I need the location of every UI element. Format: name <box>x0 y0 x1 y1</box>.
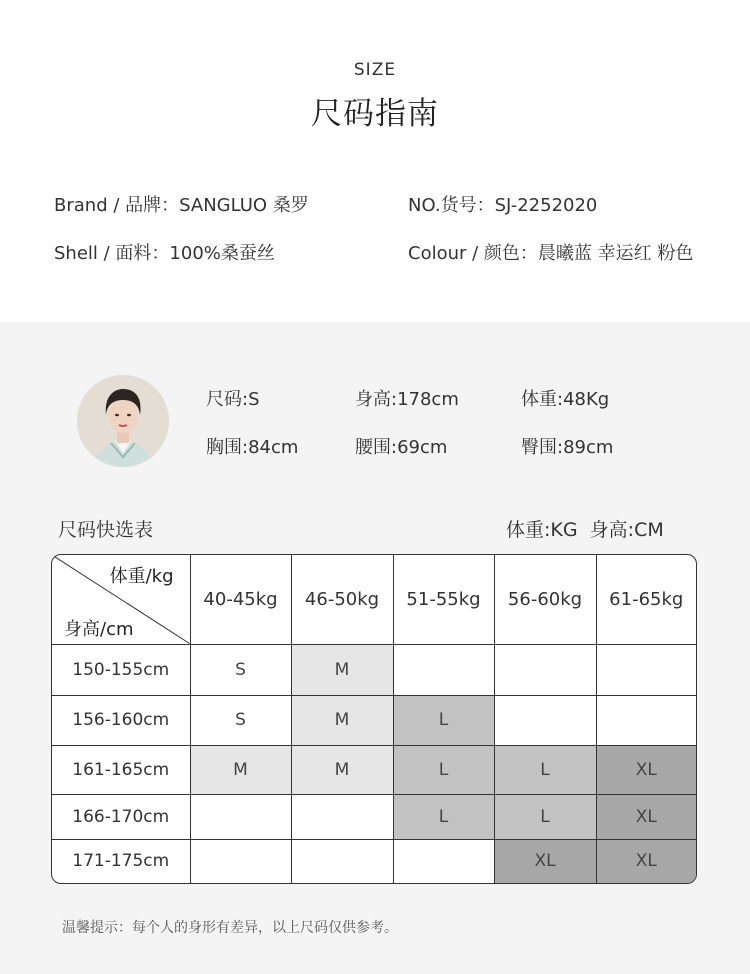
size-cell <box>494 695 596 745</box>
size-cell: L <box>393 794 494 839</box>
size-cell: L <box>393 745 494 794</box>
size-cell: XL <box>494 839 596 883</box>
model-size: 尺码:S <box>206 389 260 410</box>
brand-value: SANGLUO 桑罗 <box>179 195 309 216</box>
height-cell: 150-155cm <box>52 644 190 695</box>
shell-label: Shell / 面料： <box>54 243 170 264</box>
colour-value: 晨曦蓝 幸运红 粉色 <box>537 243 694 264</box>
item-number-label: NO.货号： <box>408 195 495 216</box>
model-waist: 腰围:69cm <box>355 437 448 458</box>
size-cell: XL <box>596 839 696 883</box>
height-cell: 166-170cm <box>52 794 190 839</box>
quick-chart-units: 体重:KG 身高:CM <box>506 519 664 541</box>
table-row <box>52 745 696 794</box>
header-section <box>0 0 750 322</box>
table-row <box>52 794 696 839</box>
size-cell: S <box>190 695 291 745</box>
table-corner-cell <box>52 555 190 644</box>
size-tip: 温馨提示：每个人的身形有差异，以上尺码仅供参考。 <box>62 920 398 936</box>
size-cell: S <box>190 644 291 695</box>
size-cell: M <box>291 644 393 695</box>
height-cell: 161-165cm <box>52 745 190 794</box>
size-title-en: SIZE <box>353 60 397 80</box>
brand-info <box>54 191 309 217</box>
size-cell: L <box>393 695 494 745</box>
size-cell <box>291 794 393 839</box>
size-cell <box>494 644 596 695</box>
size-cell <box>393 839 494 883</box>
item-number-value: SJ-2252020 <box>494 195 598 216</box>
size-cell <box>291 839 393 883</box>
model-weight: 体重:48Kg <box>521 389 610 410</box>
shell-info <box>54 239 275 265</box>
table-row <box>52 695 696 745</box>
weight-header: 40-45kg <box>190 555 291 644</box>
table-row <box>52 644 696 695</box>
size-table <box>51 554 697 884</box>
size-cell: XL <box>596 745 696 794</box>
model-bust: 胸围:84cm <box>206 437 299 458</box>
size-cell: L <box>494 794 596 839</box>
size-title-cn: 尺码指南 <box>311 96 439 132</box>
weight-header: 61-65kg <box>596 555 696 644</box>
weight-header: 56-60kg <box>494 555 596 644</box>
size-cell: XL <box>596 794 696 839</box>
height-cell: 171-175cm <box>52 839 190 883</box>
size-cell <box>190 839 291 883</box>
size-cell: L <box>494 745 596 794</box>
table-header-row <box>52 555 696 644</box>
weight-header: 51-55kg <box>393 555 494 644</box>
model-portrait-icon <box>77 375 169 467</box>
table-row <box>52 839 696 883</box>
corner-height-label: 身高/cm <box>64 618 134 640</box>
size-cell <box>596 695 696 745</box>
corner-weight-label: 体重/kg <box>109 566 174 587</box>
model-hip: 臀围:89cm <box>521 437 614 458</box>
item-number-info <box>408 191 597 217</box>
height-cell: 156-160cm <box>52 695 190 745</box>
model-height: 身高:178cm <box>355 389 459 410</box>
model-avatar <box>77 375 169 467</box>
quick-chart-title: 尺码快选表 <box>58 519 154 541</box>
brand-label: Brand / 品牌： <box>54 195 180 216</box>
size-cell <box>596 644 696 695</box>
weight-header: 46-50kg <box>291 555 393 644</box>
colour-info <box>408 239 693 265</box>
size-cell <box>190 794 291 839</box>
shell-value: 100%桑蚕丝 <box>169 243 275 264</box>
colour-label: Colour / 颜色： <box>408 243 538 264</box>
size-cell: M <box>291 695 393 745</box>
size-cell: M <box>190 745 291 794</box>
size-cell: M <box>291 745 393 794</box>
size-cell <box>393 644 494 695</box>
